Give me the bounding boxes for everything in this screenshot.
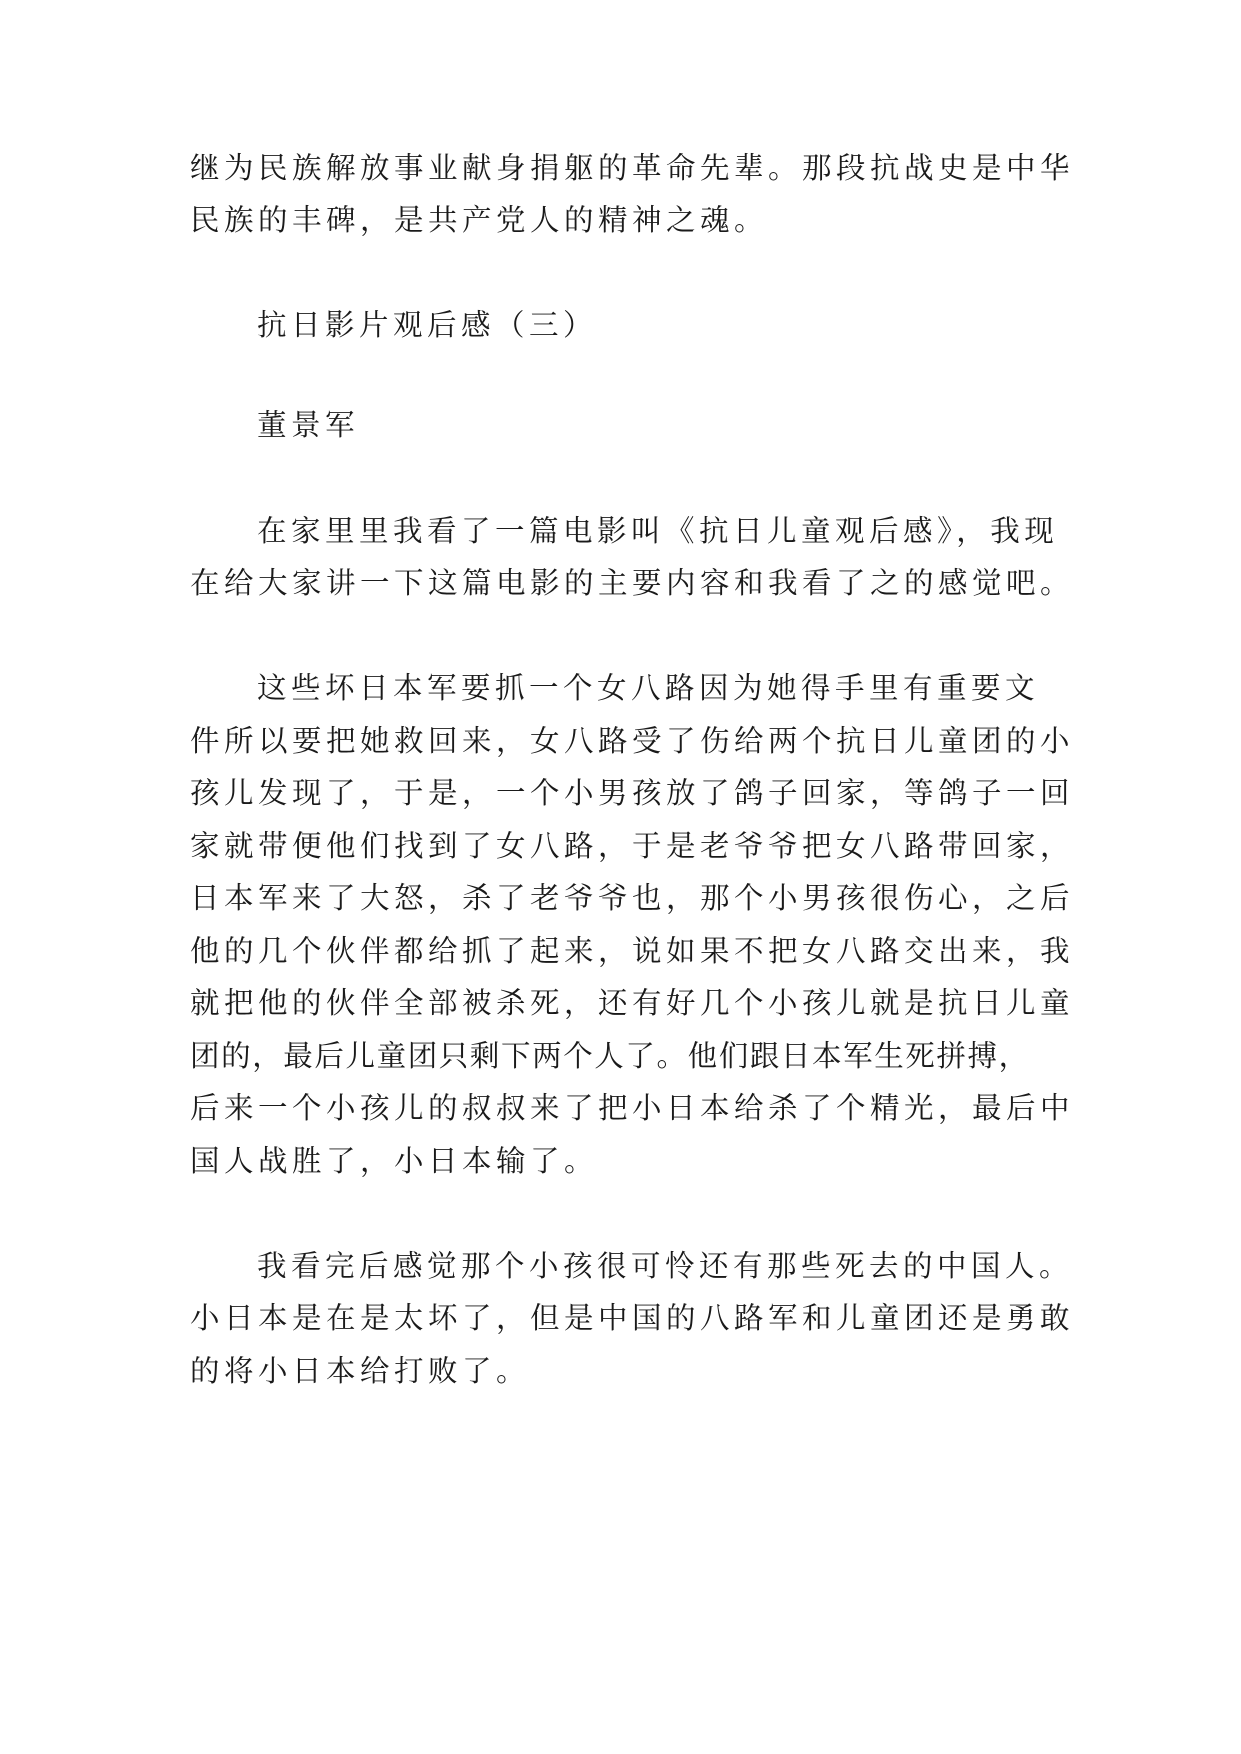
paragraph-line: 日本军来了大怒，杀了老爷爷也，那个小男孩很伤心，之后 bbox=[190, 881, 1075, 915]
paragraph-line: 他的几个伙伴都给抓了起来，说如果不把女八路交出来，我 bbox=[190, 934, 1075, 968]
author-name: 董景军 bbox=[257, 408, 360, 442]
paragraph-line: 就把他的伙伴全部被杀死，还有好几个小孩儿就是抗日儿童 bbox=[190, 986, 1075, 1020]
paragraph-line: 家就带便他们找到了女八路，于是老爷爷把女八路带回家， bbox=[190, 829, 1075, 863]
paragraph-line: 在给大家讲一下这篇电影的主要内容和我看了之的感觉吧。 bbox=[190, 566, 1075, 600]
paragraph-line: 的将小日本给打败了。 bbox=[190, 1354, 531, 1388]
paragraph-line: 国人战胜了，小日本输了。 bbox=[190, 1144, 599, 1178]
paragraph-line: 民族的丰碑，是共产党人的精神之魂。 bbox=[190, 203, 769, 237]
paragraph-line: 在家里里我看了一篇电影叫《抗日儿童观后感》，我现 bbox=[257, 514, 1059, 548]
paragraph-line: 继为民族解放事业献身捐躯的革命先辈。那段抗战史是中华 bbox=[190, 151, 1075, 185]
paragraph-line: 孩儿发现了，于是，一个小男孩放了鸽子回家，等鸽子一回 bbox=[190, 776, 1075, 810]
paragraph-line: 团的，最后儿童团只剩下两个人了。他们跟日本军生死拼搏， bbox=[190, 1039, 1030, 1073]
paragraph-line: 这些坏日本军要抓一个女八路因为她得手里有重要文 bbox=[257, 671, 1040, 705]
paragraph-line: 后来一个小孩儿的叔叔来了把小日本给杀了个精光，最后中 bbox=[190, 1091, 1075, 1125]
paragraph-line: 件所以要把她救回来，女八路受了伤给两个抗日儿童团的小 bbox=[190, 724, 1075, 758]
paragraph-line: 小日本是在是太坏了，但是中国的八路军和儿童团还是勇敢 bbox=[190, 1301, 1075, 1335]
section-title: 抗日影片观后感（三） bbox=[257, 308, 598, 342]
paragraph-line: 我看完后感觉那个小孩很可怜还有那些死去的中国人。 bbox=[257, 1249, 1074, 1283]
